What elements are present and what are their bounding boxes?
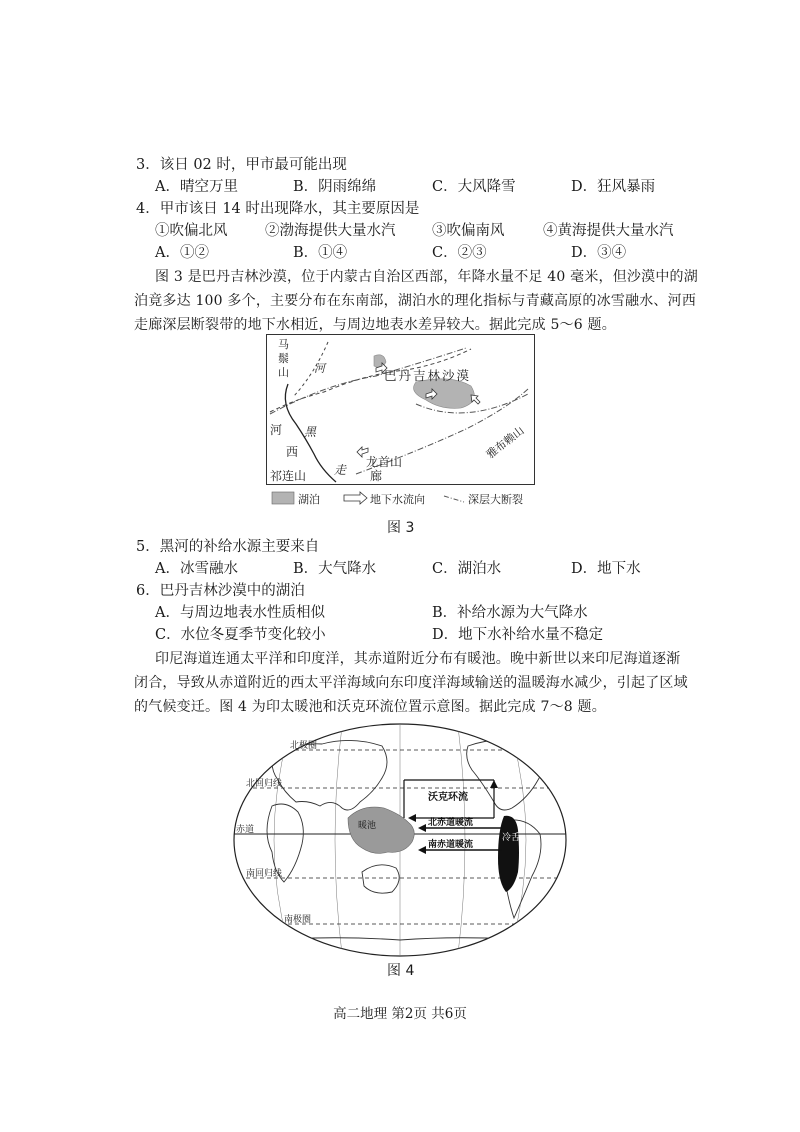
q6-option-a: A．与周边地表水性质相似 bbox=[155, 605, 325, 621]
q4-choice-4: ④黄海提供大量水汽 bbox=[543, 223, 674, 239]
q6-option-d: D．地下水补给水量不稳定 bbox=[432, 627, 604, 643]
q6-option-c: C．水位冬夏季节变化较小 bbox=[155, 627, 326, 643]
q3-option-d: D．狂风暴雨 bbox=[571, 179, 656, 195]
label-equator: 赤道 bbox=[236, 825, 255, 835]
label-yabulai: 雅布赖山 bbox=[483, 423, 527, 462]
para1-line1: 图 3 是巴丹吉林沙漠，位于内蒙古自治区西部，年降水量不足 40 毫米，但沙漠中的湖 bbox=[155, 269, 698, 285]
label-zou: 走 bbox=[334, 463, 347, 477]
svg-text:山: 山 bbox=[278, 366, 289, 379]
q3-option-a: A．晴空万里 bbox=[155, 179, 238, 195]
label-walker: 沃克环流 bbox=[428, 792, 468, 803]
q3-stem: 3．该日 02 时，甲市最可能出现 bbox=[136, 157, 347, 173]
para2-line2: 闭合，导致从赤道附近的西太平洋海域向东印度洋海域输送的温暖海水减少，引起了区域 bbox=[134, 675, 688, 691]
para2-line1: 印尼海道连通太平洋和印度洋，其赤道附近分布有暖池。晚中新世以来印尼海道逐渐 bbox=[155, 651, 681, 667]
label-arctic-circle: 北极圈 bbox=[290, 741, 318, 751]
q6-stem: 6．巴丹吉林沙漠中的湖泊 bbox=[136, 583, 305, 599]
figure-4-map bbox=[232, 722, 568, 962]
q4-option-c: C．②③ bbox=[432, 245, 487, 261]
q4-choice-1: ①吹偏北风 bbox=[155, 223, 228, 239]
q4-choice-3: ③吹偏南风 bbox=[432, 223, 505, 239]
q5-stem: 5．黑河的补给水源主要来自 bbox=[136, 539, 320, 555]
legend-lake-swatch bbox=[272, 492, 294, 504]
label-warm-pool: 暖池 bbox=[358, 821, 377, 831]
q6-option-b: B．补给水源为大气降水 bbox=[432, 605, 588, 621]
label-qilian: 祁连山 bbox=[270, 469, 307, 483]
label-hexi-he: 河 bbox=[270, 423, 283, 437]
label-hei: 黑 bbox=[304, 425, 317, 439]
label-lang: 廊 bbox=[370, 469, 383, 483]
para1-line2: 泊竟多达 100 多个，主要分布在东南部，湖泊水的理化指标与青藏高原的冰雪融水、河西 bbox=[134, 293, 697, 309]
label-hexi-xi: 西 bbox=[286, 445, 299, 459]
legend-arrow-icon bbox=[344, 492, 367, 504]
legend-lake: 湖泊 bbox=[298, 493, 320, 506]
label-antarctic-circle: 南极圈 bbox=[284, 915, 312, 925]
figure-3-map bbox=[266, 334, 536, 514]
q5-option-b: B．大气降水 bbox=[293, 561, 377, 577]
figure-4-caption: 图 4 bbox=[387, 963, 415, 979]
para2-line3: 的气候变迁。图 4 为印太暖池和沃克环流位置示意图。据此完成 7～8 题。 bbox=[134, 699, 606, 715]
q4-option-a: A．①② bbox=[155, 245, 209, 261]
svg-text:鬃: 鬃 bbox=[278, 352, 289, 365]
q4-choice-2: ②渤海提供大量水汽 bbox=[265, 223, 396, 239]
label-south-eq-current: 南赤道暖流 bbox=[428, 840, 474, 850]
label-north-eq-current: 北赤道暖流 bbox=[428, 818, 474, 828]
page-footer: 高二地理 第2页 共6页 bbox=[333, 1006, 467, 1022]
label-ma: 马 bbox=[278, 338, 289, 351]
label-longshou: 龙首山 bbox=[366, 455, 403, 469]
label-tropic-capricorn: 南回归线 bbox=[246, 869, 283, 879]
q3-option-b: B．阴雨绵绵 bbox=[293, 179, 377, 195]
q5-option-a: A．冰雪融水 bbox=[155, 561, 238, 577]
q4-option-d: D．③④ bbox=[571, 245, 627, 261]
q4-option-b: B．①④ bbox=[293, 245, 348, 261]
q5-option-c: C．湖泊水 bbox=[432, 561, 502, 577]
legend-fault: 深层大断裂 bbox=[468, 493, 523, 506]
q3-option-c: C．大风降雪 bbox=[432, 179, 516, 195]
q4-stem: 4．甲市该日 14 时出现降水，其主要原因是 bbox=[136, 201, 420, 217]
label-he: 河 bbox=[314, 362, 325, 375]
label-desert: 巴丹吉林沙漠 bbox=[384, 368, 472, 383]
para1-line3: 走廊深层断裂带的地下水相近，与周边地表水差异较大。据此完成 5～6 题。 bbox=[134, 317, 616, 333]
legend-groundwater: 地下水流向 bbox=[370, 493, 425, 506]
legend-fault-icon bbox=[444, 496, 464, 502]
label-cold-tongue: 冷舌 bbox=[502, 833, 521, 843]
label-tropic-cancer: 北回归线 bbox=[246, 779, 283, 789]
figure-3-caption: 图 3 bbox=[387, 520, 415, 536]
q5-option-d: D．地下水 bbox=[571, 561, 641, 577]
